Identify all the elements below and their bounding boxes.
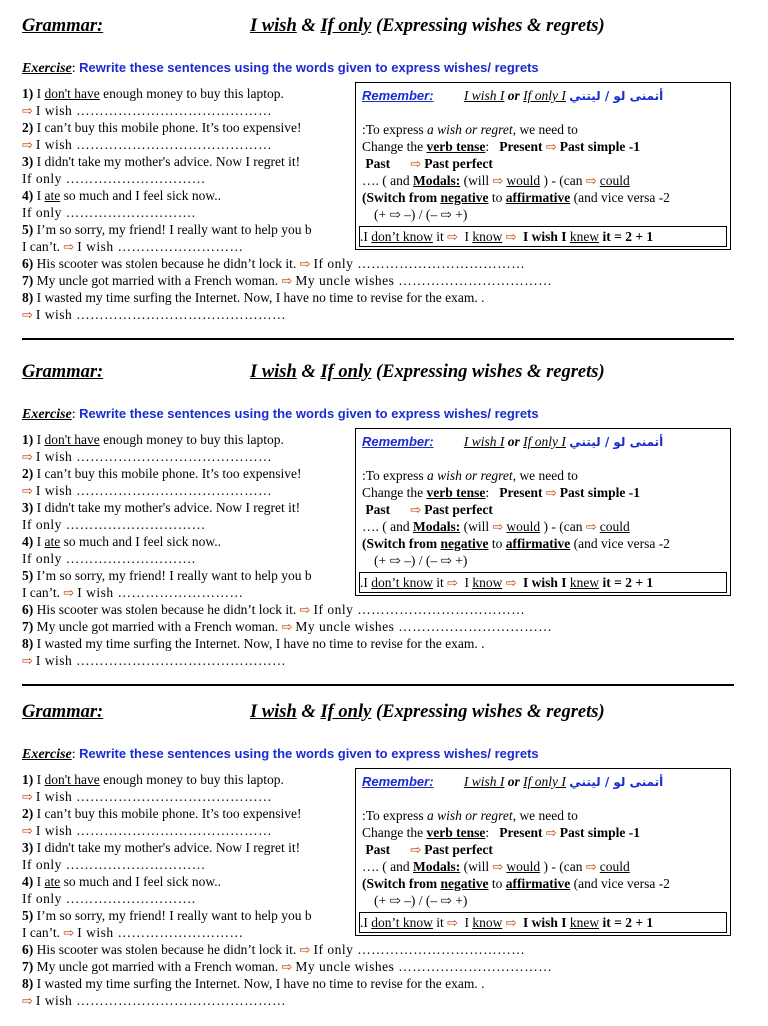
section-divider	[22, 684, 734, 686]
item-2: 2) I can’t buy this mobile phone. It’s too expensive!	[22, 120, 302, 135]
section-header	[22, 702, 742, 728]
exercise-instruction: Exercise: Rewrite these sentences using the words given to express wishes/ regrets	[22, 60, 539, 76]
arrow-icon: ⇨	[22, 104, 33, 119]
item-2: 2) I can’t buy this mobile phone. It’s too expensive!	[22, 466, 302, 481]
arrow-icon: ⇨	[22, 654, 33, 669]
item-3: 3) I didn't take my mother's advice. Now I regret it!	[22, 154, 301, 169]
arrow-icon: ⇨	[63, 586, 75, 601]
arrow-icon: ⇨	[585, 174, 597, 189]
arrow-icon: ⇨	[63, 240, 75, 255]
lesson-title: I wish & If only (Expressing wishes & regrets)	[250, 16, 605, 36]
item-7: 7) My uncle got married with a French woman. ⇨ My uncle wishes ……………………………	[22, 619, 553, 635]
item-8: 8) I wasted my time surfing the Internet. Now, I have no time to revise for the exam. .	[22, 976, 485, 991]
item-8: 8) I wasted my time surfing the Internet. Now, I have no time to revise for the exam. .	[22, 636, 485, 651]
exercise-instruction: Exercise: Rewrite these sentences using the words given to express wishes/ regrets	[22, 406, 539, 422]
answer-line-8: ⇨ I wish ………………………………………	[22, 307, 287, 323]
arrow-icon: ⇨	[505, 916, 517, 931]
arrow-icon: ⇨	[22, 994, 33, 1009]
arrow-icon: ⇨	[447, 230, 459, 245]
arrow-icon: ⇨	[281, 960, 293, 975]
answer-line-1: ⇨ I wish ……………………………………	[22, 103, 273, 119]
answer-line-8: ⇨ I wish ………………………………………	[22, 653, 287, 669]
answer-line-4: If only ……………………….	[22, 205, 196, 220]
answer-line-1: ⇨ I wish ……………………………………	[22, 449, 273, 465]
arrow-icon: ⇨	[299, 603, 311, 618]
worksheet-section	[0, 0, 768, 340]
arrow-icon: ⇨	[447, 576, 459, 591]
arrow-icon: ⇨	[505, 230, 517, 245]
arrow-icon: ⇨	[585, 520, 597, 535]
grammar-label: Grammar:	[22, 362, 104, 382]
worksheet-section	[0, 346, 768, 686]
item-4: 4) I ate so much and I feel sick now..	[22, 534, 221, 549]
section-divider	[22, 338, 734, 340]
arrow-icon: ⇨	[22, 138, 33, 153]
remember-title-line: Remember: I wish I or If only I أتمنى لو / ليتني	[362, 774, 664, 789]
exercise-instruction: Exercise: Rewrite these sentences using the words given to express wishes/ regrets	[22, 746, 539, 762]
section-header	[22, 362, 742, 388]
remember-title-line: Remember: I wish I or If only I أتمنى لو / ليتني	[362, 88, 664, 103]
item-5: 5) I’m so sorry, my friend! I really want to help you b	[22, 222, 312, 237]
example-box: .I don’t know it ⇨ I know ⇨ I wish I knew it = 2 + 1	[359, 912, 727, 933]
item-3: 3) I didn't take my mother's advice. Now I regret it!	[22, 500, 301, 515]
answer-line-1: ⇨ I wish ……………………………………	[22, 789, 273, 805]
item-4: 4) I ate so much and I feel sick now..	[22, 874, 221, 889]
answer-line-3: If only …………………………	[22, 857, 206, 872]
arrow-icon: ⇨	[299, 943, 311, 958]
arrow-icon: ⇨	[410, 157, 422, 172]
arrow-icon: ⇨	[545, 826, 557, 841]
worksheet-section	[0, 686, 768, 1026]
arrow-icon: ⇨	[63, 926, 75, 941]
answer-line-2: ⇨ I wish ……………………………………	[22, 483, 273, 499]
item-4: 4) I ate so much and I feel sick now..	[22, 188, 221, 203]
arrow-icon: ⇨	[22, 790, 33, 805]
item-5: 5) I’m so sorry, my friend! I really want to help you b	[22, 568, 312, 583]
remember-box: Remember: I wish I or If only I أتمنى لو / ليتني :To express a wish or regret, we need to Change the verb tense: Present ⇨ Past simple -1 Past ⇨ Past perfect …. ( and Modals: (will ⇨ would ) - (can ⇨ could (Switch from negative to affirmative (and vice versa -2 (+ ⇨ –) / (– ⇨ +) .I don’t know it ⇨ I know ⇨ I wish I knew it = 2 + 1	[355, 428, 731, 596]
answer-line-5: I can’t. ⇨ I wish ………………………	[22, 585, 244, 601]
arrow-icon: ⇨	[22, 484, 33, 499]
grammar-label: Grammar:	[22, 16, 104, 36]
arrow-icon: ⇨	[299, 257, 311, 272]
arrow-icon: ⇨	[281, 274, 293, 289]
item-8: 8) I wasted my time surfing the Internet. Now, I have no time to revise for the exam. .	[22, 290, 485, 305]
item-6: 6) His scooter was stolen because he didn’t lock it. ⇨ If only ………………………………	[22, 256, 526, 272]
item-2: 2) I can’t buy this mobile phone. It’s too expensive!	[22, 806, 302, 821]
item-7: 7) My uncle got married with a French woman. ⇨ My uncle wishes ……………………………	[22, 959, 553, 975]
arrow-icon: ⇨	[410, 843, 422, 858]
remember-box: Remember: I wish I or If only I أتمنى لو / ليتني :To express a wish or regret, we need to Change the verb tense: Present ⇨ Past simple -1 Past ⇨ Past perfect …. ( and Modals: (will ⇨ would ) - (can ⇨ could (Switch from negative to affirmative (and vice versa -2 (+ ⇨ –) / (– ⇨ +) .I don’t know it ⇨ I know ⇨ I wish I knew it = 2 + 1	[355, 82, 731, 250]
answer-line-3: If only …………………………	[22, 517, 206, 532]
remember-box: Remember: I wish I or If only I أتمنى لو / ليتني :To express a wish or regret, we need to Change the verb tense: Present ⇨ Past simple -1 Past ⇨ Past perfect …. ( and Modals: (will ⇨ would ) - (can ⇨ could (Switch from negative to affirmative (and vice versa -2 (+ ⇨ –) / (– ⇨ +) .I don’t know it ⇨ I know ⇨ I wish I knew it = 2 + 1	[355, 768, 731, 936]
grammar-label: Grammar:	[22, 702, 104, 722]
arrow-icon: ⇨	[22, 450, 33, 465]
arrow-icon: ⇨	[492, 520, 504, 535]
example-box: .I don’t know it ⇨ I know ⇨ I wish I knew it = 2 + 1	[359, 226, 727, 247]
answer-line-2: ⇨ I wish ……………………………………	[22, 823, 273, 839]
arrow-icon: ⇨	[492, 174, 504, 189]
arrow-icon: ⇨	[281, 620, 293, 635]
item-5: 5) I’m so sorry, my friend! I really want to help you b	[22, 908, 312, 923]
example-box: .I don’t know it ⇨ I know ⇨ I wish I knew it = 2 + 1	[359, 572, 727, 593]
arrow-icon: ⇨	[545, 140, 557, 155]
answer-line-8: ⇨ I wish ………………………………………	[22, 993, 287, 1009]
arrow-icon: ⇨	[492, 860, 504, 875]
item-7: 7) My uncle got married with a French woman. ⇨ My uncle wishes ……………………………	[22, 273, 553, 289]
item-1: 1) I don't have enough money to buy this laptop.	[22, 432, 284, 447]
item-1: 1) I don't have enough money to buy this laptop.	[22, 772, 284, 787]
answer-line-5: I can’t. ⇨ I wish ………………………	[22, 239, 244, 255]
answer-line-2: ⇨ I wish ……………………………………	[22, 137, 273, 153]
answer-line-5: I can’t. ⇨ I wish ………………………	[22, 925, 244, 941]
answer-line-4: If only ……………………….	[22, 891, 196, 906]
remember-title-line: Remember: I wish I or If only I أتمنى لو / ليتني	[362, 434, 664, 449]
answer-line-3: If only …………………………	[22, 171, 206, 186]
item-6: 6) His scooter was stolen because he didn’t lock it. ⇨ If only ………………………………	[22, 602, 526, 618]
lesson-title: I wish & If only (Expressing wishes & regrets)	[250, 702, 605, 722]
arrow-icon: ⇨	[22, 824, 33, 839]
item-3: 3) I didn't take my mother's advice. Now I regret it!	[22, 840, 301, 855]
arrow-icon: ⇨	[447, 916, 459, 931]
lesson-title: I wish & If only (Expressing wishes & regrets)	[250, 362, 605, 382]
item-6: 6) His scooter was stolen because he didn’t lock it. ⇨ If only ………………………………	[22, 942, 526, 958]
section-header	[22, 16, 742, 42]
item-1: 1) I don't have enough money to buy this laptop.	[22, 86, 284, 101]
arrow-icon: ⇨	[585, 860, 597, 875]
arrow-icon: ⇨	[410, 503, 422, 518]
arrow-icon: ⇨	[545, 486, 557, 501]
arrow-icon: ⇨	[22, 308, 33, 323]
answer-line-4: If only ……………………….	[22, 551, 196, 566]
arrow-icon: ⇨	[505, 576, 517, 591]
